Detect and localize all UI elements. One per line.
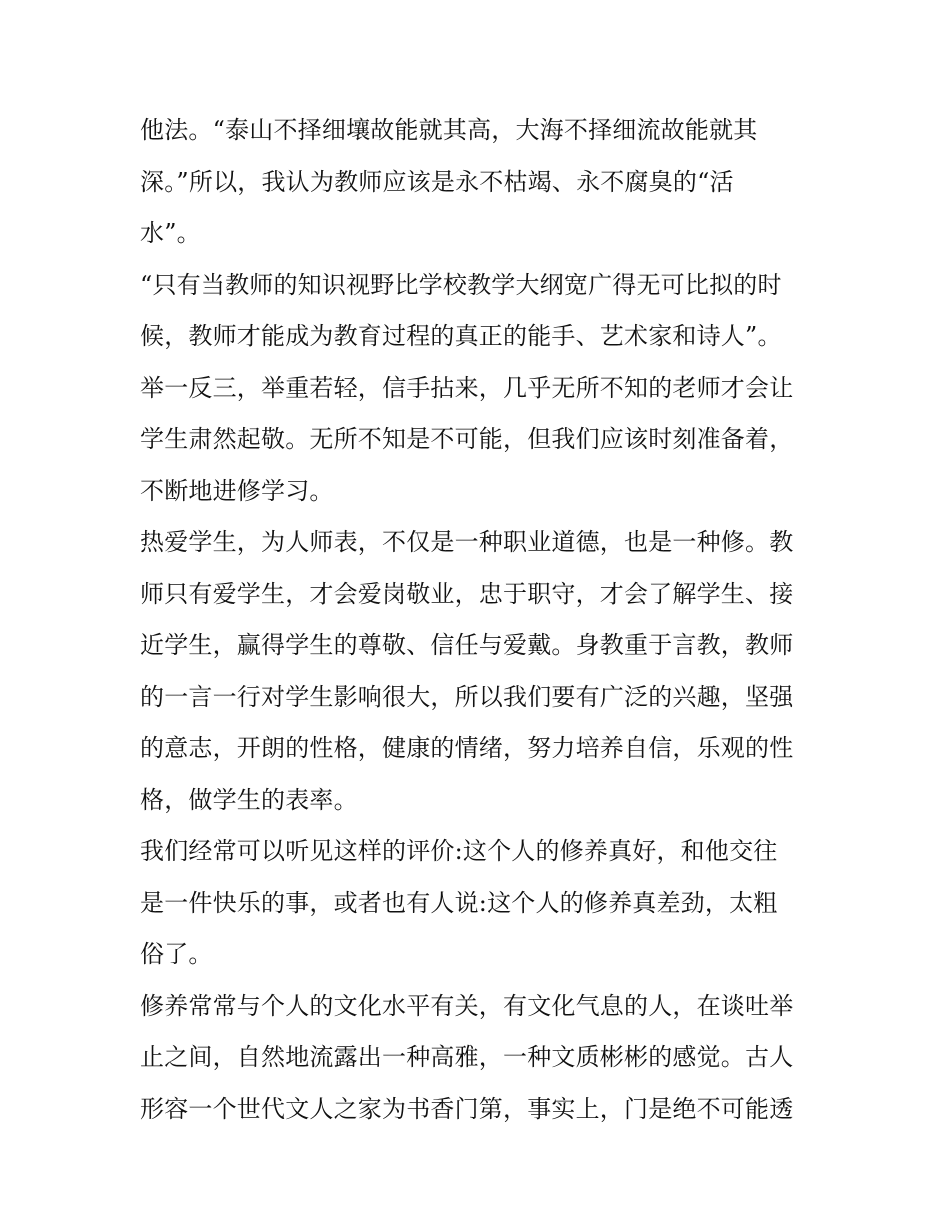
text-line: 的意志，开朗的性格，健康的情绪，努力培养自信，乐观的性 (140, 734, 794, 762)
text-line: 修养常常与个人的文化水平有关，有文化气息的人，在谈吐举 (140, 991, 794, 1020)
text-line: 止之间，自然地流露出一种高雅，一种文质彬彬的感觉。古人 (140, 1043, 794, 1071)
document-body (140, 110, 820, 1140)
paragraph-5 (140, 986, 820, 1141)
text-line: 师只有爱学生，才会爱岗敬业，忠于职守，才会了解学生、接 (140, 579, 794, 608)
text-line: 的一言一行对学生影响很大，所以我们要有广泛的兴趣，坚强 (140, 682, 794, 711)
text-line: 举一反三，举重若轻，信手拈来，几乎无所不知的老师才会让 (140, 373, 794, 402)
text-line: 深。”所以，我认为教师应该是永不枯竭、永不腐臭的“活 (140, 167, 734, 196)
paragraph-3 (140, 522, 820, 831)
paragraph-4 (140, 831, 820, 986)
text-line: 学生肃然起敬。无所不知是不可能，但我们应该时刻准备着， (140, 425, 794, 453)
text-line: 他法。“泰山不择细壤故能就其高，大海不择细流故能就其 (140, 116, 758, 144)
text-line: 俗了。 (140, 940, 213, 968)
paragraph-2 (140, 265, 820, 523)
text-line: “只有当教师的知识视野比学校教学大纲宽广得无可比拟的时 (140, 270, 782, 299)
text-line: 不断地进修学习。 (140, 476, 334, 505)
text-line: 近学生，赢得学生的尊敬、信任与爱戴。身教重于言教，教师 (140, 631, 794, 659)
text-line: 格，做学生的表率。 (140, 785, 358, 814)
paragraph-1 (140, 110, 820, 265)
text-line: 形容一个世代文人之家为书香门第，事实上，门是绝不可能透 (140, 1094, 794, 1123)
text-line: 热爱学生，为人师表，不仅是一种职业道德，也是一种修。教 (140, 528, 794, 556)
text-line: 候，教师才能成为教育过程的真正的能手、艺术家和诗人”。 (140, 322, 782, 350)
text-line: 水”。 (140, 219, 201, 247)
text-line: 我们经常可以听见这样的评价:这个人的修养真好，和他交往 (140, 837, 778, 865)
text-line: 是一件快乐的事，或者也有人说:这个人的修养真差劲，太粗 (140, 888, 778, 917)
